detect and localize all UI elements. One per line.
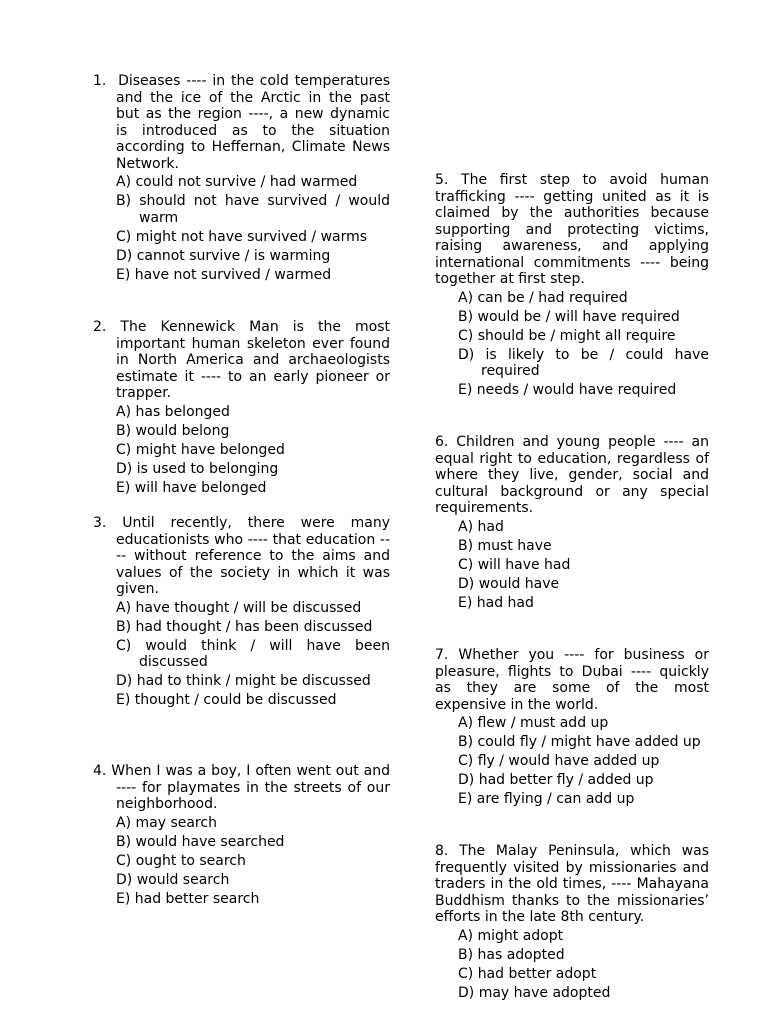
- question-4: [93, 763, 390, 910]
- question-1: [93, 73, 390, 286]
- answer-option-d[interactable]: D) cannot survive / is warming: [116, 247, 331, 264]
- question-number: 2.: [93, 319, 107, 335]
- answer-options: [458, 715, 709, 808]
- question-stem: [435, 843, 709, 926]
- question-stem: [435, 647, 709, 713]
- question-text: When I was a boy, I often went out and ---- for playmates in the streets of our neighborhood.: [111, 763, 390, 812]
- question-number: 3.: [93, 515, 107, 531]
- answer-option-c[interactable]: C) ought to search: [116, 852, 246, 869]
- question-stem: [93, 319, 390, 402]
- answer-options: [458, 290, 709, 399]
- answer-option-b[interactable]: B) could fly / might have added up: [458, 734, 701, 750]
- answer-option-e[interactable]: E) are flying / can add up: [458, 791, 635, 807]
- question-number: 5.: [435, 172, 449, 188]
- question-stem: [435, 172, 709, 288]
- answer-options: [458, 928, 709, 1002]
- answer-option-e[interactable]: E) had better search: [116, 890, 260, 907]
- answer-option-b[interactable]: B) should not have survived / would warm: [116, 193, 390, 226]
- answer-option-a[interactable]: A) has belonged: [116, 403, 230, 420]
- answer-option-c[interactable]: C) had better adopt: [458, 965, 597, 982]
- answer-option-a[interactable]: A) flew / must add up: [458, 715, 609, 731]
- question-text: The Kennewick Man is the most important human skeleton ever found in North America and archaeologists estimate it ---- to an early pioneer or trapper.: [116, 319, 390, 401]
- answer-option-a[interactable]: A) have thought / will be discussed: [116, 599, 362, 616]
- answer-option-a[interactable]: A) can be / had required: [458, 289, 628, 306]
- answer-option-e[interactable]: E) had had: [458, 594, 534, 611]
- question-number: 7.: [435, 647, 449, 663]
- question-text: Diseases ---- in the cold temperatures and the ice of the Arctic in the past but as the region ----, a new dynamic is introduced as to the situation according to Heffernan, Climate News Network.: [116, 73, 390, 172]
- answer-option-c[interactable]: C) would think / will have been discussed: [116, 637, 390, 670]
- answer-option-d[interactable]: D) would search: [116, 871, 230, 888]
- question-number: 4.: [93, 763, 107, 779]
- answer-option-a[interactable]: A) had: [458, 518, 504, 535]
- answer-option-c[interactable]: C) might have belonged: [116, 441, 285, 458]
- answer-options: [458, 519, 709, 612]
- answer-option-a[interactable]: A) might adopt: [458, 927, 564, 944]
- answer-option-d[interactable]: D) is used to belonging: [116, 460, 279, 477]
- answer-option-d[interactable]: D) had better fly / added up: [458, 772, 654, 788]
- answer-option-c[interactable]: C) will have had: [458, 556, 571, 573]
- answer-option-a[interactable]: A) could not survive / had warmed: [116, 174, 358, 190]
- answer-options: [116, 600, 390, 709]
- answer-option-a[interactable]: A) may search: [116, 814, 217, 831]
- answer-option-e[interactable]: E) needs / would have required: [458, 382, 677, 398]
- question-stem: [435, 434, 709, 517]
- answer-option-e[interactable]: E) will have belonged: [116, 479, 267, 496]
- question-3: [93, 515, 390, 711]
- answer-options: [116, 174, 390, 283]
- question-text: Whether you ---- for business or pleasure, flights to Dubai ---- quickly as they are some of the most expensive in the world.: [435, 647, 709, 713]
- answer-option-b[interactable]: B) would belong: [116, 422, 230, 439]
- answer-option-d[interactable]: D) is likely to be / could have required: [458, 346, 709, 379]
- answer-option-c[interactable]: C) fly / would have added up: [458, 753, 660, 769]
- answer-option-d[interactable]: D) may have adopted: [458, 984, 611, 1001]
- question-number: 8.: [435, 843, 449, 859]
- answer-option-b[interactable]: B) had thought / has been discussed: [116, 618, 373, 635]
- answer-option-b[interactable]: B) has adopted: [458, 946, 565, 963]
- question-8: [435, 843, 709, 1004]
- question-2: [93, 319, 390, 499]
- answer-option-b[interactable]: B) would be / will have required: [458, 308, 680, 325]
- question-stem: [93, 73, 390, 172]
- answer-options: [116, 815, 390, 908]
- question-5: [435, 172, 709, 401]
- question-stem: [93, 515, 390, 598]
- question-stem: [93, 763, 390, 813]
- answer-option-c[interactable]: C) should be / might all require: [458, 327, 676, 344]
- answer-option-d[interactable]: D) would have: [458, 575, 560, 592]
- answer-option-e[interactable]: E) have not survived / warmed: [116, 266, 332, 283]
- question-text: Until recently, there were many educationists who ---- that education ---- without reference to the aims and values of the society in which it was given.: [116, 515, 390, 597]
- question-number: 6.: [435, 434, 449, 450]
- question-6: [435, 434, 709, 614]
- answer-options: [116, 404, 390, 497]
- question-text: Children and young people ---- an equal right to education, regardless of where they live, gender, social and cultural background or any special requirements.: [435, 434, 710, 516]
- answer-option-d[interactable]: D) had to think / might be discussed: [116, 673, 371, 689]
- answer-option-e[interactable]: E) thought / could be discussed: [116, 692, 337, 708]
- question-text: The first step to avoid human trafficking ---- getting united as it is claimed by the authorities because supporting and protecting victims, raising awareness, and applying international commitments ---- being together at first step.: [435, 172, 710, 287]
- answer-option-b[interactable]: B) must have: [458, 537, 552, 554]
- question-7: [435, 647, 709, 810]
- answer-option-b[interactable]: B) would have searched: [116, 833, 285, 850]
- question-text: The Malay Peninsula, which was frequently visited by missionaries and traders in the old times, ---- Mahayana Buddhism thanks to the missionaries’ efforts in the late 8th century.: [435, 843, 709, 925]
- answer-option-c[interactable]: C) might not have survived / warms: [116, 228, 368, 245]
- question-number: 1.: [93, 73, 107, 89]
